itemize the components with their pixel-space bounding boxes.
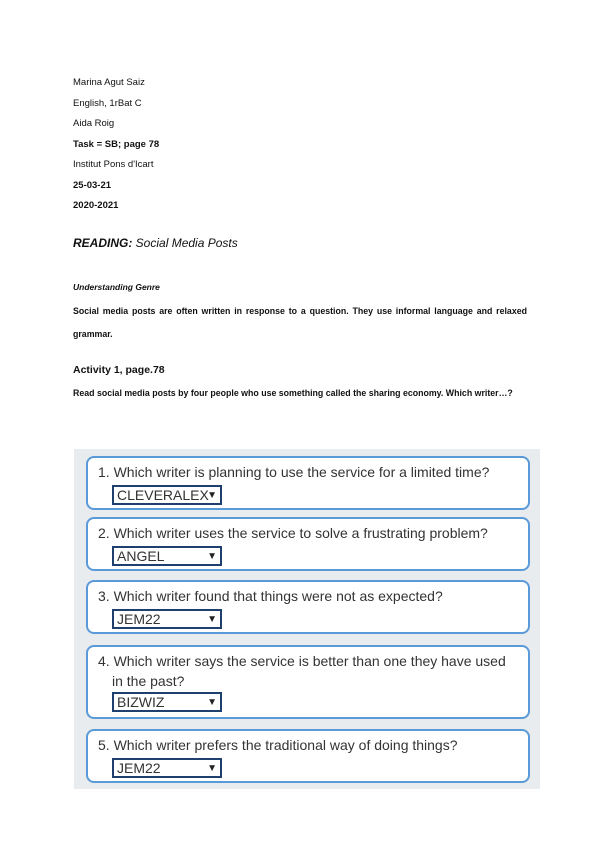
answer-select[interactable] — [112, 485, 222, 505]
teacher-name: Aida Roig — [73, 118, 115, 129]
school-year: 2020-2021 — [73, 200, 119, 211]
question-card — [86, 580, 530, 634]
selected-answer: BIZWIZ — [117, 694, 165, 710]
selected-answer: JEM22 — [117, 760, 161, 776]
question-card — [86, 517, 530, 571]
chevron-down-icon: ▼ — [207, 614, 217, 625]
task-reference: Task = SB; page 78 — [73, 138, 160, 150]
date: 25-03-21 — [73, 179, 112, 191]
question-text: 1. Which writer is planning to use the service for a limited time? — [98, 464, 490, 480]
question-card — [86, 729, 530, 783]
answer-select[interactable] — [112, 609, 222, 629]
selected-answer: ANGEL — [117, 548, 165, 564]
school-name: Institut Pons d'Icart — [73, 159, 154, 170]
question-text-line1: 4. Which writer says the service is better than one they have used — [98, 653, 506, 669]
question-text-line2: in the past? — [112, 673, 185, 689]
genre-text: Social media posts are often written in response to a question. They use informal language and relaxed grammar. — [73, 306, 527, 339]
chevron-down-icon: ▼ — [207, 551, 217, 562]
answer-select[interactable] — [112, 546, 222, 566]
question-text: 2. Which writer uses the service to solve a frustrating problem? — [98, 525, 488, 541]
selected-answer: CLEVERALEX — [117, 487, 209, 503]
student-name: Marina Agut Saiz — [73, 77, 145, 88]
chevron-down-icon: ▼ — [207, 697, 217, 708]
reading-subtitle: Social Media Posts — [132, 236, 238, 250]
course: English, 1rBat C — [73, 97, 142, 109]
reading-label: READING: — [73, 236, 133, 250]
activity-instructions: Read social media posts by four people who use something called the sharing economy. Which writer…? — [73, 388, 513, 398]
question-card — [86, 456, 530, 510]
selected-answer: JEM22 — [117, 611, 161, 627]
question-text: 5. Which writer prefers the traditional way of doing things? — [98, 737, 458, 753]
question-text — [98, 651, 516, 691]
answer-select[interactable] — [112, 758, 222, 778]
answer-select[interactable] — [112, 692, 222, 712]
question-card — [86, 645, 530, 719]
quiz-screenshot — [74, 449, 540, 789]
chevron-down-icon: ▼ — [207, 490, 217, 501]
chevron-down-icon: ▼ — [207, 763, 217, 774]
activity-title: Activity 1, page.78 — [73, 364, 165, 376]
reading-title — [73, 236, 238, 250]
genre-heading: Understanding Genre — [73, 282, 160, 292]
student-header — [73, 73, 159, 217]
question-text: 3. Which writer found that things were not as expected? — [98, 588, 443, 604]
